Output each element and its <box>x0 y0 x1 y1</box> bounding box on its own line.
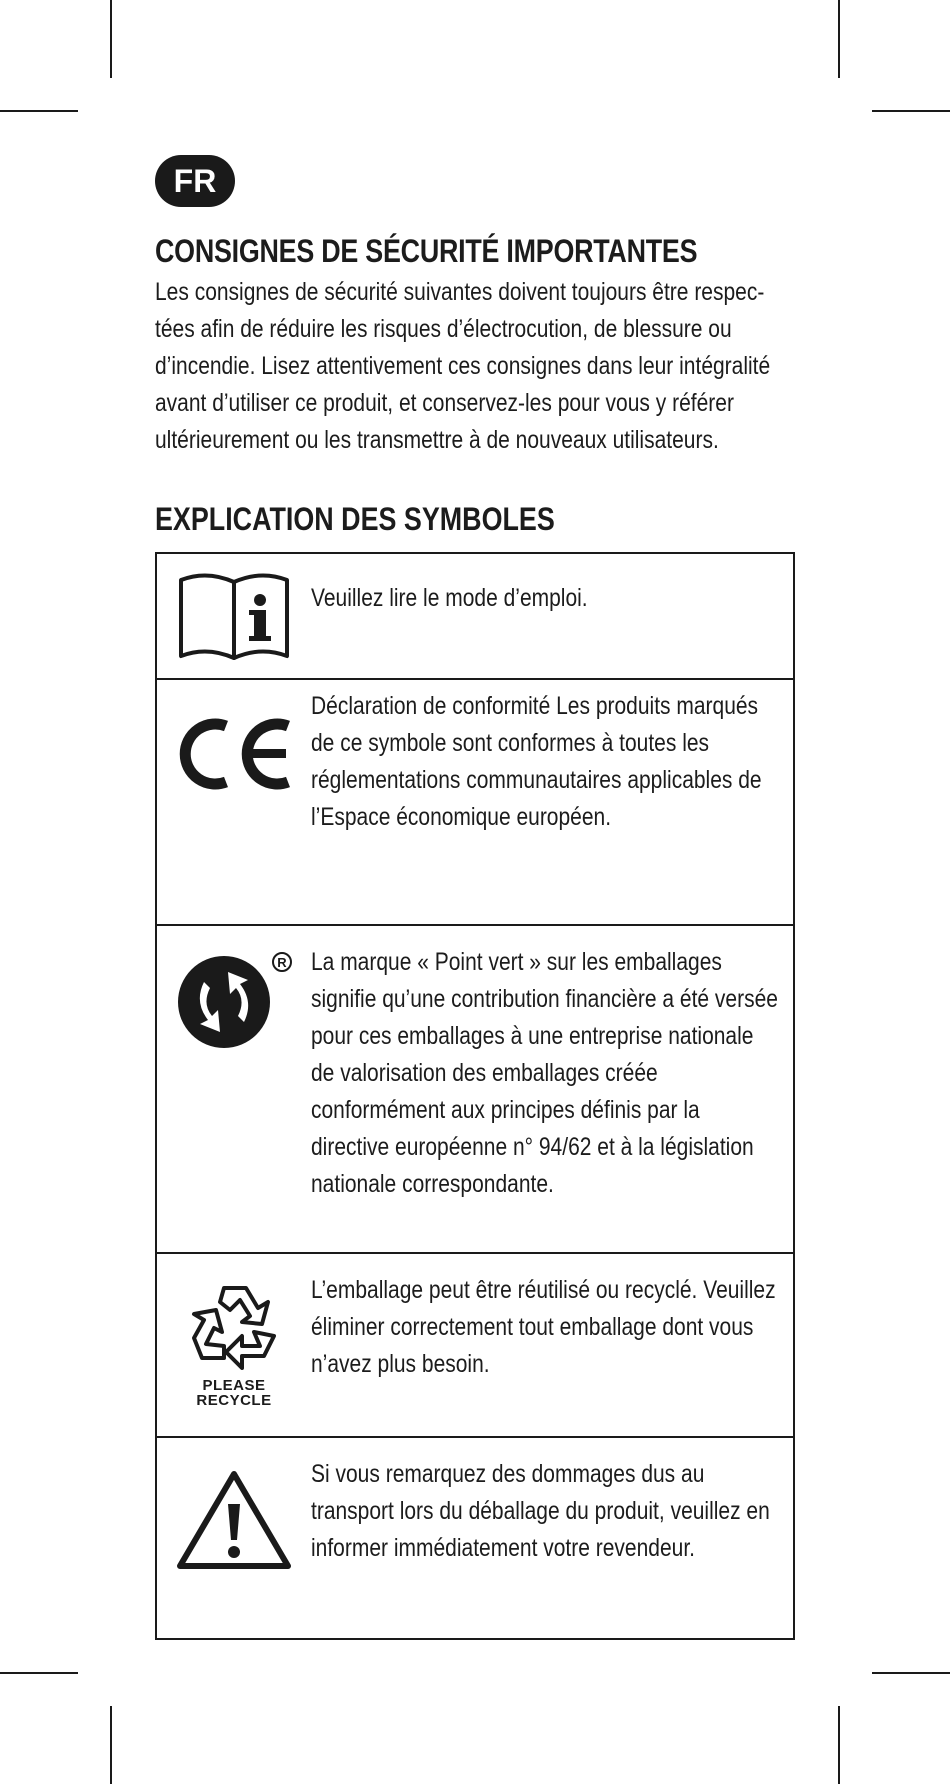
symbols-table <box>155 552 795 1640</box>
crop-mark-top-right <box>838 0 840 78</box>
symbol-text-ce: Déclaration de conformité Les produits marqués de ce symbole sont conformes à toutes les réglementations communautaires applicables de l’Espace économique européen. <box>311 692 762 831</box>
symbol-text-green-dot: La marque « Point vert » sur les emballages signifie qu’une contribution financière a été versée pour ces emballages à une entreprise nationale de valorisation des emballages créée conformément aux principes définis par la directive européenne n° 94/62 et à la législation nationale correspondante. <box>311 948 778 1198</box>
crop-mark-bottom-left <box>110 1706 112 1784</box>
language-badge: FR <box>155 155 235 207</box>
symbol-text-recycle: L’emballage peut être réutilisé ou recyclé. Veuillez éliminer correctement tout emballage dont vous n’avez plus besoin. <box>311 1276 776 1378</box>
crop-mark-bottom-right-h <box>872 1672 950 1674</box>
recycle-icon <box>184 1280 284 1408</box>
symbol-row <box>157 924 793 1252</box>
green-dot-icon <box>157 926 311 1252</box>
symbol-row <box>157 1436 793 1638</box>
symbol-text-manual: Veuillez lire le mode d’emploi. <box>311 584 588 612</box>
crop-mark-top-right-h <box>872 110 950 112</box>
safety-heading: CONSIGNES DE SÉCURITÉ IMPORTANTES <box>155 233 698 269</box>
crop-mark-bottom-right <box>838 1706 840 1784</box>
ce-mark-icon <box>157 680 311 924</box>
manual-info-icon <box>157 554 311 678</box>
symbol-row <box>157 678 793 924</box>
safety-intro: Les consignes de sécurité suivantes doivent toujours être respec-tées afin de réduire les risques d’électrocution, de blessure ou d’incendie. Lisez attentivement ces consignes dans leur intégralité avant d’utiliser ce produit, et conservez-les pour vous y référer ultérieurement ou les transmettre à de nouveaux utilisateurs. <box>155 278 771 454</box>
safety-instructions-page <box>155 155 795 1640</box>
crop-mark-top-left <box>110 0 112 78</box>
crop-mark-bottom-left-h <box>0 1672 78 1674</box>
symbol-row <box>157 554 793 678</box>
recycle-label: PLEASE RECYCLE <box>196 1377 272 1409</box>
crop-mark-top-left-h <box>0 110 78 112</box>
symbol-text-warning: Si vous remarquez des dommages dus au transport lors du déballage du produit, veuillez en informer immédiatement votre revendeur. <box>311 1460 770 1562</box>
svg-text:R: R <box>277 955 287 970</box>
symbol-row <box>157 1252 793 1436</box>
warning-icon <box>157 1438 311 1638</box>
symbols-heading: EXPLICATION DES SYMBOLES <box>155 501 555 537</box>
